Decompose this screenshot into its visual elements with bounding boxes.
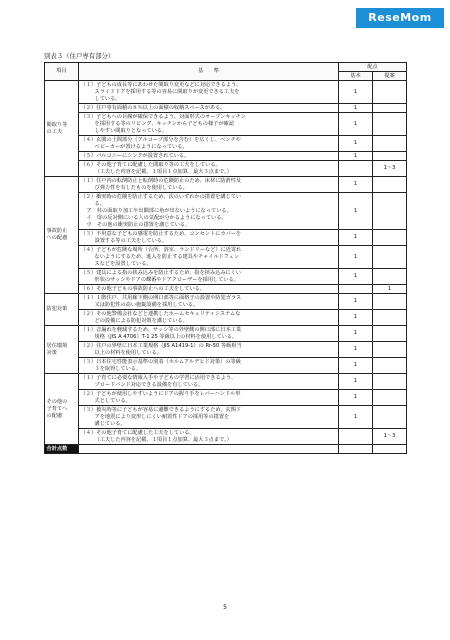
proposal-points: [373, 136, 407, 152]
section-name-line: 子育てへ: [46, 405, 68, 412]
criterion-line: （４）玄関の土間部分（アルコーブ部分を含む）を広くし、ベンチや: [80, 136, 241, 143]
basic-points: 1: [339, 113, 373, 136]
criterion: [79, 269, 339, 285]
criterion-line: （６）その他子育てに配慮した間取り等の工夫をしている。: [80, 161, 221, 168]
criterion: [79, 390, 339, 406]
table-row: [45, 113, 407, 136]
table-row: [45, 374, 407, 390]
criterion-line: 規格（JIS A 4706）T-1 25 等級以上の材料を使用している。: [94, 333, 238, 340]
total-basic: [339, 445, 373, 454]
basic-points: 1: [339, 269, 373, 285]
table-row: [45, 136, 407, 152]
total-row: [45, 445, 407, 454]
table-row: [45, 358, 407, 374]
criterion-line: している。: [94, 95, 121, 102]
criterion-line: （３）被災時等に子どもが容易に避難できるようにするため、玄関ド: [80, 406, 242, 413]
page-number: 5: [223, 604, 227, 611]
proposal-points: [373, 113, 407, 136]
criterion-line: ないようにするため、進入を防止する建具やチャイルドフェン: [94, 253, 239, 260]
proposal-points: [373, 406, 407, 429]
criterion-line: （２）その他警備会社などと連携したホームセキュリティシステムな: [80, 310, 241, 317]
criterion-line: （５）バルコニーにシンクが設置されている。: [80, 152, 190, 159]
criterion-line: 以上の材料を使用している。: [94, 349, 162, 356]
section-name-line: の配慮: [46, 412, 63, 419]
proposal-points: [373, 326, 407, 342]
criterion-line: を採用する等のリビング、キッチンから子どもの様子が確認: [94, 120, 234, 127]
section-name-line: の工夫: [46, 128, 63, 135]
table-row: [45, 246, 407, 269]
evaluation-table: [44, 62, 407, 454]
header-points: 配点: [339, 63, 407, 72]
criterion-line: しやすい間取りとなっている。: [94, 127, 168, 134]
proposal-points: [373, 294, 407, 310]
criterion-line: る。: [94, 200, 105, 207]
header-row-1: [45, 63, 407, 72]
criterion-line: ベビーカーが置けるようになっている。: [94, 143, 188, 150]
criterion-line: （５）建具による指の挟み込みを防止するため、指を挟み込みにくい: [80, 269, 242, 276]
table-row: [45, 104, 407, 113]
section-name: [45, 374, 79, 445]
criterion: [79, 294, 339, 310]
criterion-line: 講じている。: [94, 420, 126, 427]
criterion: [79, 104, 339, 113]
section-name-line: 防犯対策: [46, 306, 68, 312]
total-proposal: [373, 445, 407, 454]
table-row: [45, 161, 407, 177]
total-label: 合計点数: [45, 445, 79, 454]
table-row: [45, 81, 407, 104]
basic-points: 1: [339, 294, 373, 310]
criterion-line: （２）衝突時の危険を防止するため、次のいずれかの措置を講じてい: [80, 193, 242, 200]
criterion-line: 式としている。: [94, 397, 131, 404]
header-criteria: 基 準: [79, 63, 339, 81]
criterion: [79, 285, 339, 294]
criterion-line: （工夫した内容を記載、１項目１点加算、最大３点まで。）: [94, 168, 232, 175]
proposal-points: 1～3: [373, 161, 407, 177]
basic-points: 1: [339, 342, 373, 358]
basic-points: [339, 285, 373, 294]
table-row: [45, 294, 407, 310]
table-row: [45, 285, 407, 294]
table-caption: 別表３（住戸専有部分）: [44, 52, 115, 60]
criterion-line: （１）音漏れを軽減するため、サッシ等の外壁側の開口部に日本工業: [80, 326, 242, 333]
criterion-line: （３）日本住宅性能表示基準の別表（ホルムアルデヒド対策）の等級: [80, 358, 241, 365]
section-name-line: 間取り等: [46, 121, 68, 128]
criterion-line: 又は防犯性の高い施錠設備を採用している。: [94, 301, 199, 308]
criterion-line: どの設備による防犯対策を講じている。: [94, 317, 188, 324]
section-name-line: への配慮: [46, 235, 68, 241]
criterion: [79, 230, 339, 246]
criterion-line: ウ その他の衝突防止の措置を講じている。: [86, 221, 191, 228]
section-name-line: 事故防止: [46, 228, 68, 234]
basic-points: 1: [339, 177, 373, 193]
basic-points: 1: [339, 152, 373, 161]
table-row: [45, 342, 407, 358]
criterion: [79, 246, 339, 269]
table-row: [45, 193, 407, 230]
proposal-points: 1: [373, 285, 407, 294]
basic-points: 1: [339, 104, 373, 113]
proposal-points: [373, 230, 407, 246]
criterion-line: （１）子育てに必要な情報入手や子どもの学習に活用できるよう、: [80, 374, 237, 381]
criterion: [79, 177, 339, 193]
total-spacer: [79, 445, 339, 454]
criterion: [79, 113, 339, 136]
proposal-points: [373, 374, 407, 390]
basic-points: 1: [339, 358, 373, 374]
criterion: [79, 81, 339, 104]
criterion: [79, 406, 339, 429]
section-name-line: 居住環境: [46, 342, 68, 349]
criterion: [79, 152, 339, 161]
table-row: [45, 406, 407, 429]
proposal-points: [373, 177, 407, 193]
criterion-line: （３）不用意な子どもの感電を防止するため、コンセントにカバーを: [80, 230, 242, 237]
criterion-line: （３）子どもへの目線が確保できるよう、対面形式のオープンキッチン: [80, 113, 246, 120]
criterion-line: （４）子どもが危険な場所（台所、浴室、ランドリーなど）に近寄れ: [80, 246, 242, 253]
criterion-line: スライドドアを採用する等の容易に間取りが変更できる工夫を: [94, 88, 240, 95]
criterion-line: （４）その他子育てに配慮した工夫をしている。: [80, 429, 195, 436]
proposal-points: [373, 358, 407, 374]
table-row: [45, 177, 407, 193]
basic-points: 1: [339, 246, 373, 269]
criterion-line: イ 扉の反対側にいる人の気配が分かるようになっている。: [86, 214, 227, 221]
criterion-line: （１）子どもの成長等にあわせた間取り変更などに対応できるよう、: [80, 81, 242, 88]
table-row: [45, 230, 407, 246]
table-row: [45, 152, 407, 161]
section-name: [45, 177, 79, 294]
table-row: [45, 429, 407, 445]
proposal-points: [373, 269, 407, 285]
criterion: [79, 136, 339, 152]
basic-points: [339, 429, 373, 445]
proposal-points: [373, 193, 407, 230]
proposal-points: [373, 310, 407, 326]
proposal-points: [373, 246, 407, 269]
basic-points: 1: [339, 390, 373, 406]
basic-points: 1: [339, 406, 373, 429]
table-row: [45, 390, 407, 406]
criterion-line: 形状のサッシやドアの蝶番やドアクローザーを採用している。: [94, 276, 239, 283]
basic-points: [339, 161, 373, 177]
proposal-points: [373, 152, 407, 161]
criterion-line: （２）住戸専有面積の８％以上の面積の収納スペースがある。: [80, 104, 226, 111]
criterion-line: （２）子どもが使用しやすいようにドアの握り手をレバーハンドル形: [80, 390, 241, 397]
criterion: [79, 374, 339, 390]
proposal-points: [373, 104, 407, 113]
criterion-line: ３を取得している。: [94, 365, 142, 372]
section-name: [45, 294, 79, 326]
criterion: [79, 193, 339, 230]
basic-points: 1: [339, 326, 373, 342]
criterion: [79, 326, 339, 342]
proposal-points: [373, 81, 407, 104]
proposal-points: [373, 342, 407, 358]
basic-points: 1: [339, 193, 373, 230]
criterion: [79, 310, 339, 326]
section-name-line: その他の: [46, 398, 68, 405]
criterion: [79, 342, 339, 358]
resemom-logo: ReseMom: [356, 8, 444, 28]
criterion-line: 設置する等の工夫をしている。: [94, 237, 168, 244]
header-basic: 基本: [339, 72, 373, 81]
criterion: [79, 358, 339, 374]
section-name-line: 対策: [46, 349, 57, 356]
criterion-line: （１）１階住戸、共用廊下側の開口部等に面格子の設置や防犯ガラス: [80, 294, 242, 301]
criterion-line: ア 柱の面取り加工や出隅部に角が出ないようになっている。: [86, 207, 232, 214]
criterion-line: アを地震により変形しにくい耐震性ドアの採用等の措置を: [94, 413, 230, 420]
section-name: [45, 326, 79, 374]
criterion: [79, 161, 339, 177]
criterion-line: （６）その他子どもの事故防止への工夫をしている。: [80, 285, 206, 292]
criterion-line: （１）住戸内の転倒防止と転倒時の危険防止のため、床材に防滑性及: [80, 177, 242, 184]
criterion-line: （工夫した内容を記載、１項目１点加算、最大３点まで。）: [94, 436, 232, 443]
criterion-line: スなどを設置している。: [94, 260, 152, 267]
header-proposal: 提案: [373, 72, 407, 81]
proposal-points: 1～3: [373, 429, 407, 445]
table-row: [45, 326, 407, 342]
table-row: [45, 310, 407, 326]
proposal-points: [373, 390, 407, 406]
header-item: 項目: [45, 63, 79, 81]
basic-points: 1: [339, 230, 373, 246]
basic-points: 1: [339, 81, 373, 104]
criterion: [79, 429, 339, 445]
basic-points: 1: [339, 310, 373, 326]
criterion-line: び弾力性を有したものを使用している。: [94, 184, 188, 191]
basic-points: 1: [339, 136, 373, 152]
basic-points: 1: [339, 374, 373, 390]
criterion-line: ブロードバンド対応できる設備を有している。: [94, 381, 204, 388]
table-body: [45, 81, 407, 445]
table-row: [45, 269, 407, 285]
criterion-line: （２）住戸の界壁に日本工業規格（JIS A1419-1）の Rr-50 等級相当: [80, 342, 242, 349]
section-name: [45, 81, 79, 177]
